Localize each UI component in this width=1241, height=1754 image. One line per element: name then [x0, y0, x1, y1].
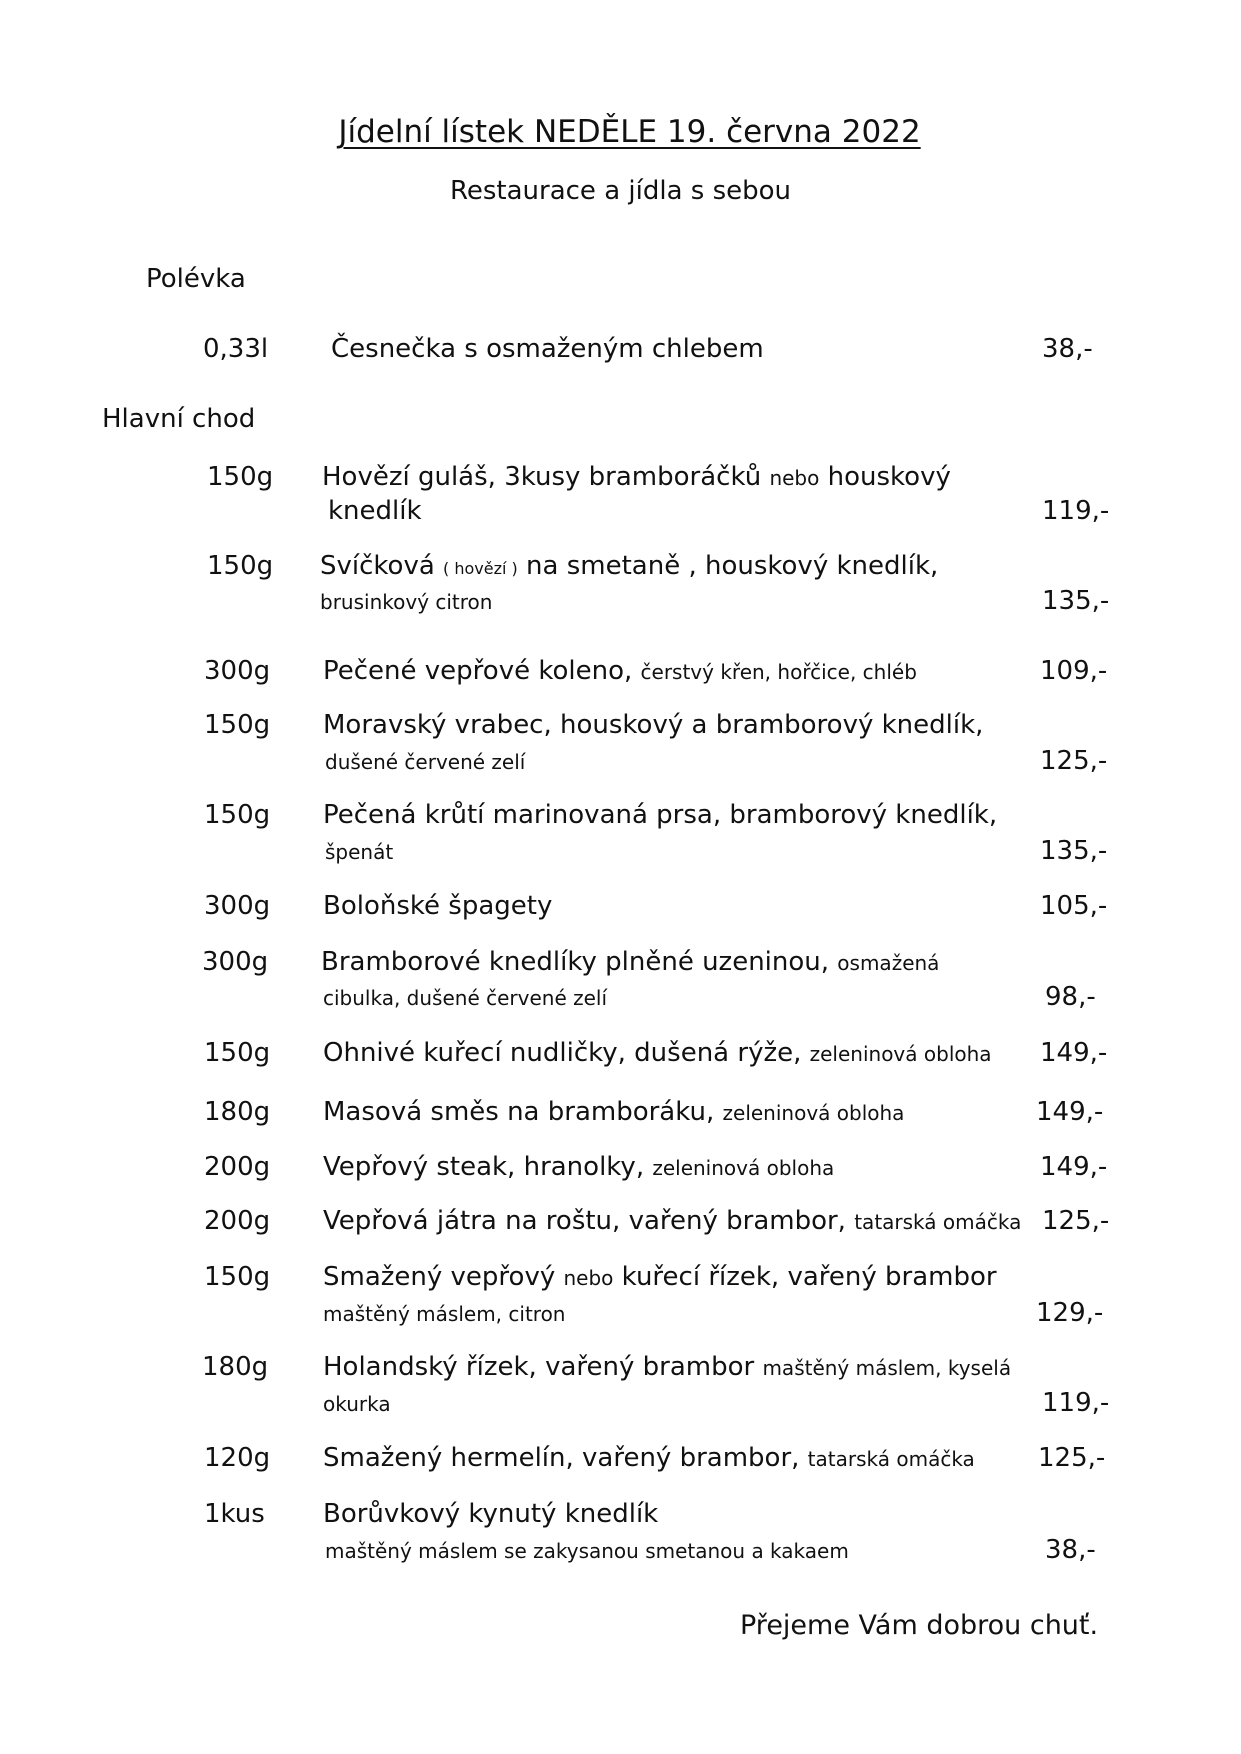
item-quantity: 300g [204, 656, 271, 686]
section-heading-soup: Polévka [146, 264, 246, 294]
item-price: 125,- [1040, 746, 1108, 776]
item-quantity: 150g [207, 462, 274, 492]
item-name-small: čerstvý křen, hořčice, chléb [640, 660, 917, 684]
item-name-main: Hovězí guláš, 3kusy bramboráčků [322, 462, 770, 492]
item-name-small: tatarská omáčka [854, 1210, 1022, 1234]
item-name-line1 [323, 1038, 992, 1068]
item-name-small: zeleninová obloha [722, 1101, 905, 1125]
item-quantity: 150g [204, 1262, 271, 1292]
item-name-line1 [323, 1443, 975, 1473]
item-quantity: 120g [204, 1443, 271, 1473]
item-quantity: 150g [204, 800, 271, 830]
item-name-main: Vepřová játra na roštu, vařený brambor, [323, 1206, 855, 1236]
item-name-line1 [323, 1206, 1021, 1236]
item-name-main: Pečené vepřové koleno, [323, 656, 641, 686]
item-name-line1: Boloňské špagety [323, 891, 553, 921]
item-price: 149,- [1036, 1097, 1104, 1127]
item-name-rest: kuřecí řízek, vařený brambor [613, 1262, 997, 1292]
item-name-line2: špenát [325, 840, 394, 864]
item-name-line2: brusinkový citron [320, 590, 493, 614]
item-quantity: 180g [204, 1097, 271, 1127]
item-price: 149,- [1040, 1038, 1108, 1068]
item-price: 109,- [1040, 656, 1108, 686]
item-name-line2: maštěný máslem, citron [323, 1302, 566, 1326]
item-name-main: Holandský řízek, vařený brambor [323, 1352, 763, 1382]
item-name-line1 [323, 656, 917, 686]
item-quantity: 180g [202, 1352, 269, 1382]
item-name-small: osmažená [837, 951, 940, 975]
item-quantity: 300g [202, 947, 269, 977]
item-quantity: 150g [207, 551, 274, 581]
item-name-line1: Pečená krůtí marinovaná prsa, bramborový knedlík, [323, 800, 998, 830]
item-name-main: Smažený vepřový [323, 1262, 564, 1292]
item-name-line2: knedlík [328, 496, 422, 526]
item-name-line1 [323, 1262, 997, 1292]
item-price: 38,- [1042, 334, 1093, 364]
item-quantity: 0,33l [203, 334, 269, 364]
item-price: 135,- [1042, 586, 1110, 616]
item-price: 125,- [1042, 1206, 1110, 1236]
item-name-main: Vepřový steak, hranolky, [323, 1152, 653, 1182]
item-name-small: zeleninová obloha [652, 1156, 835, 1180]
item-name-line1: Borůvkový kynutý knedlík [323, 1499, 659, 1529]
item-price: 119,- [1042, 1388, 1110, 1418]
item-name-line1 [323, 1352, 1011, 1382]
item-price: 98,- [1045, 982, 1096, 1012]
item-name-small: maštěný máslem, kyselá [762, 1356, 1012, 1380]
item-quantity: 300g [204, 891, 271, 921]
item-quantity: 150g [204, 710, 271, 740]
section-heading-main: Hlavní chod [102, 404, 256, 434]
item-name-line1 [323, 1152, 834, 1182]
item-name-line2: okurka [323, 1392, 391, 1416]
farewell-text: Přejeme Vám dobrou chuť. [740, 1610, 1099, 1641]
item-quantity: 200g [204, 1152, 271, 1182]
menu-title: Jídelní lístek NEDĚLE 19. června 2022 [338, 114, 921, 150]
item-name-line1: Moravský vrabec, houskový a bramborový knedlík, [323, 710, 984, 740]
item-name-rest: houskový [819, 462, 951, 492]
item-name-main: Svíčková [320, 551, 444, 581]
item-name-small: tatarská omáčka [807, 1447, 975, 1471]
item-price: 38,- [1045, 1535, 1096, 1565]
item-name-small: zeleninová obloha [809, 1042, 992, 1066]
item-name-line2: maštěný máslem se zakysanou smetanou a kakaem [325, 1539, 849, 1563]
item-quantity: 150g [204, 1038, 271, 1068]
item-name-line1 [323, 1097, 904, 1127]
item-name-line2: cibulka, dušené červené zelí [323, 986, 608, 1010]
item-name-main: Smažený hermelín, vařený brambor, [323, 1443, 808, 1473]
item-price: 125,- [1038, 1443, 1106, 1473]
item-price: 149,- [1040, 1152, 1108, 1182]
item-name-main: Ohnivé kuřecí nudličky, dušená rýže, [323, 1038, 810, 1068]
item-price: 129,- [1036, 1298, 1104, 1328]
item-name: Česnečka s osmaženým chlebem [331, 334, 764, 364]
menu-subtitle: Restaurace a jídla s sebou [449, 176, 792, 206]
item-name-line1 [320, 551, 938, 581]
item-quantity: 200g [204, 1206, 271, 1236]
item-quantity: 1kus [204, 1499, 265, 1529]
item-price: 135,- [1040, 836, 1108, 866]
item-price: 105,- [1040, 891, 1108, 921]
item-name-main: Bramborové knedlíky plněné uzeninou, [321, 947, 838, 977]
item-name-small: ( hovězí ) [443, 559, 518, 578]
item-price: 119,- [1042, 496, 1110, 526]
item-name-main: Masová směs na bramboráku, [323, 1097, 723, 1127]
item-name-line2: dušené červené zelí [325, 750, 526, 774]
item-name-line1 [322, 462, 951, 492]
item-name-small: nebo [769, 466, 820, 490]
item-name-line1 [321, 947, 939, 977]
item-name-rest: na smetaně , houskový knedlík, [517, 551, 939, 581]
item-name-small: nebo [563, 1266, 614, 1290]
